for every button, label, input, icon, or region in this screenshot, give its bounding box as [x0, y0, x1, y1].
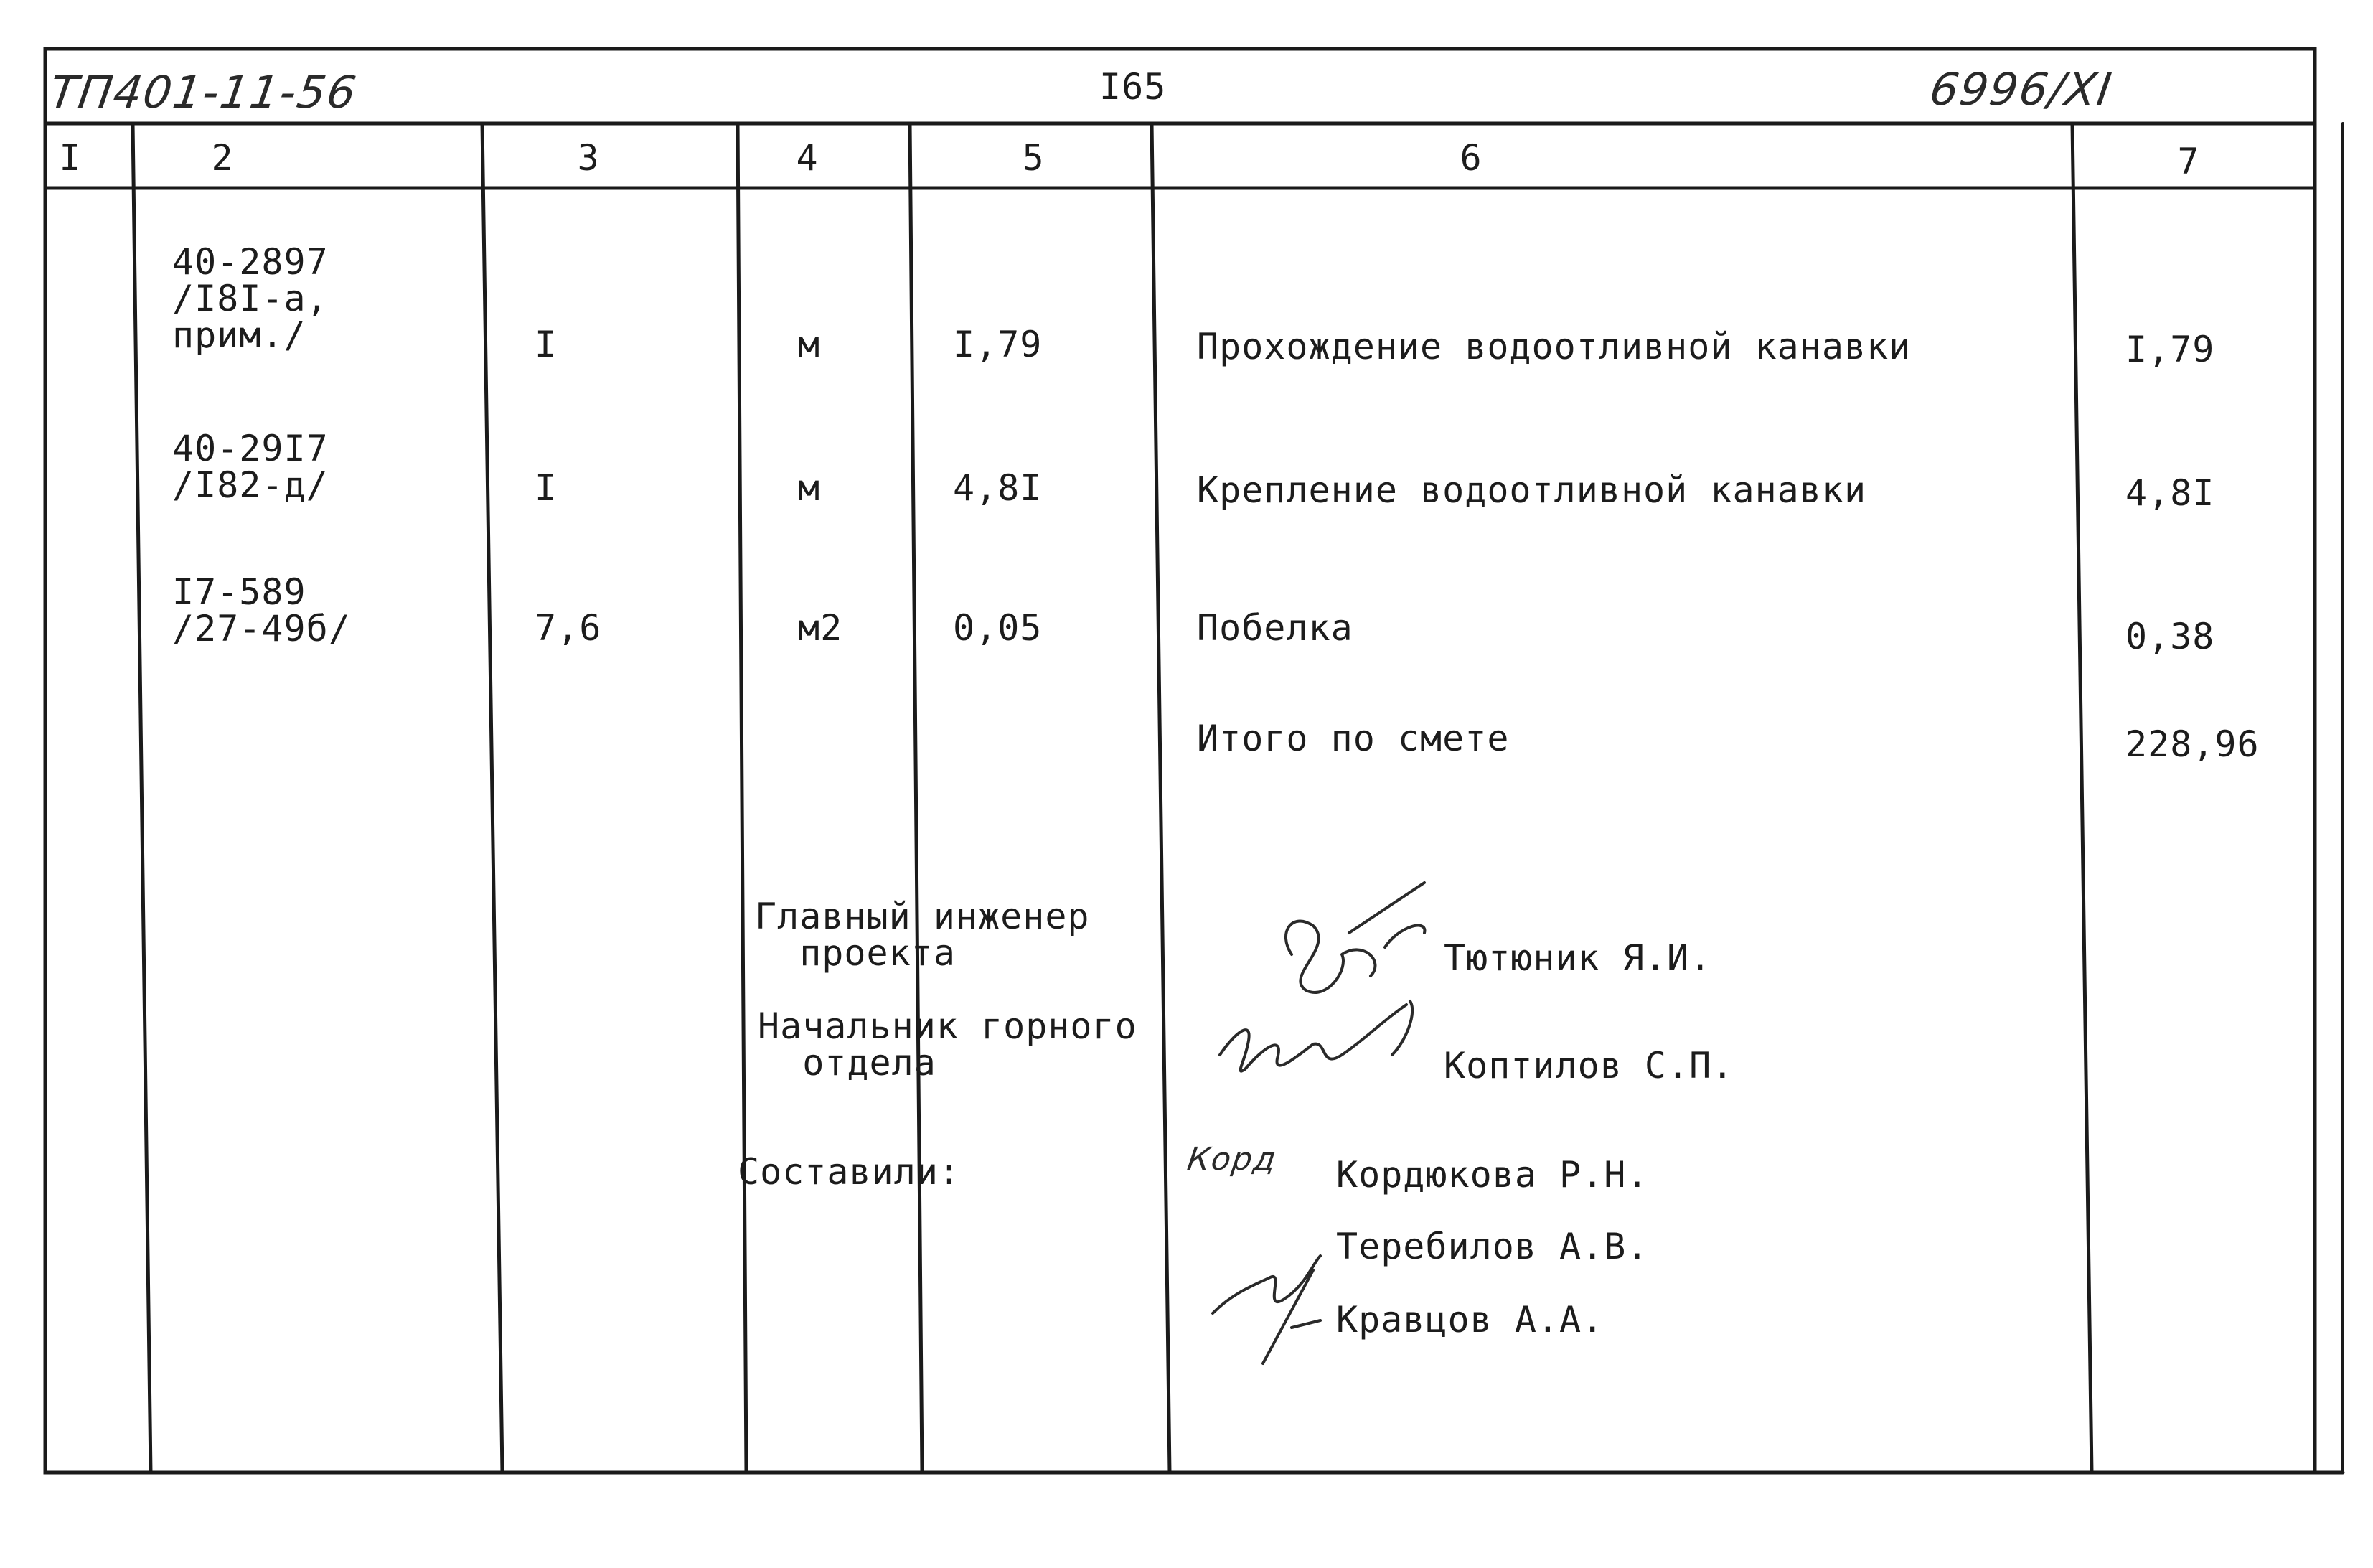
compiler-name: Кравцов А.А. [1336, 1299, 1604, 1341]
row-quantity: I [535, 324, 558, 365]
row-description: Побелка [1197, 607, 1353, 649]
summary-total: 228,96 [2125, 723, 2260, 765]
table-border [45, 49, 2315, 1473]
col-divider-4 [910, 123, 922, 1473]
signature-marks [1213, 883, 1424, 1363]
row-price: 0,05 [953, 607, 1043, 649]
col-divider-5 [1152, 123, 1170, 1473]
inventory-number: 6996/XI [1926, 63, 2116, 116]
row-code: 40-2897 /I8I-a, прим./ [172, 241, 329, 356]
mining-head-name: Коптилов С.П. [1444, 1045, 1734, 1086]
row-total: 0,38 [2125, 616, 2215, 657]
row-total: 4,8I [2125, 472, 2215, 514]
row-code: I7-589 /27-49б/ [172, 571, 351, 649]
column-header-1: I [59, 137, 82, 179]
chief-engineer-title: Главный инженер проекта [755, 896, 1090, 974]
column-header-2: 2 [211, 137, 234, 179]
doc-code: ТП401-11-56 [46, 66, 361, 118]
column-header-7: 7 [2177, 141, 2200, 182]
row-code: 40-29I7 /I82-д/ [172, 428, 329, 506]
handwritten-initials: Корд [1185, 1141, 1280, 1178]
row-unit: м [798, 324, 821, 365]
row-unit: м2 [798, 607, 843, 649]
row-quantity: I [535, 467, 558, 509]
chief-signature [1286, 883, 1424, 992]
column-header-4: 4 [796, 137, 819, 179]
summary-label: Итого по смете [1197, 718, 1510, 759]
row-description: Прохождение водоотливной канавки [1197, 326, 1912, 367]
row-total: I,79 [2125, 329, 2215, 370]
col-divider-1 [133, 123, 151, 1473]
row-unit: м [798, 467, 821, 509]
col-divider-2 [482, 123, 502, 1473]
row-description: Крепление водоотливной канавки [1197, 469, 1867, 511]
chief-engineer-name: Тютюник Я.И. [1444, 937, 1712, 979]
row-price: 4,8I [953, 467, 1043, 509]
mining-head-title: Начальник горного отдела [758, 1005, 1137, 1084]
col-divider-6 [2072, 123, 2092, 1473]
row-quantity: 7,6 [535, 607, 602, 649]
compiler-name: Теребилов А.В. [1336, 1226, 1649, 1267]
column-header-3: 3 [577, 137, 600, 179]
page-number: I65 [1099, 66, 1167, 108]
compiler-name: Кордюкова Р.Н. [1336, 1154, 1649, 1196]
compiled-by-label: Составили: [738, 1151, 962, 1193]
column-header-5: 5 [1022, 137, 1045, 179]
head-signature [1220, 1001, 1412, 1071]
col-divider-3 [738, 123, 746, 1473]
compiler-signature [1213, 1256, 1320, 1363]
column-header-6: 6 [1460, 137, 1482, 179]
row-price: I,79 [953, 324, 1043, 365]
